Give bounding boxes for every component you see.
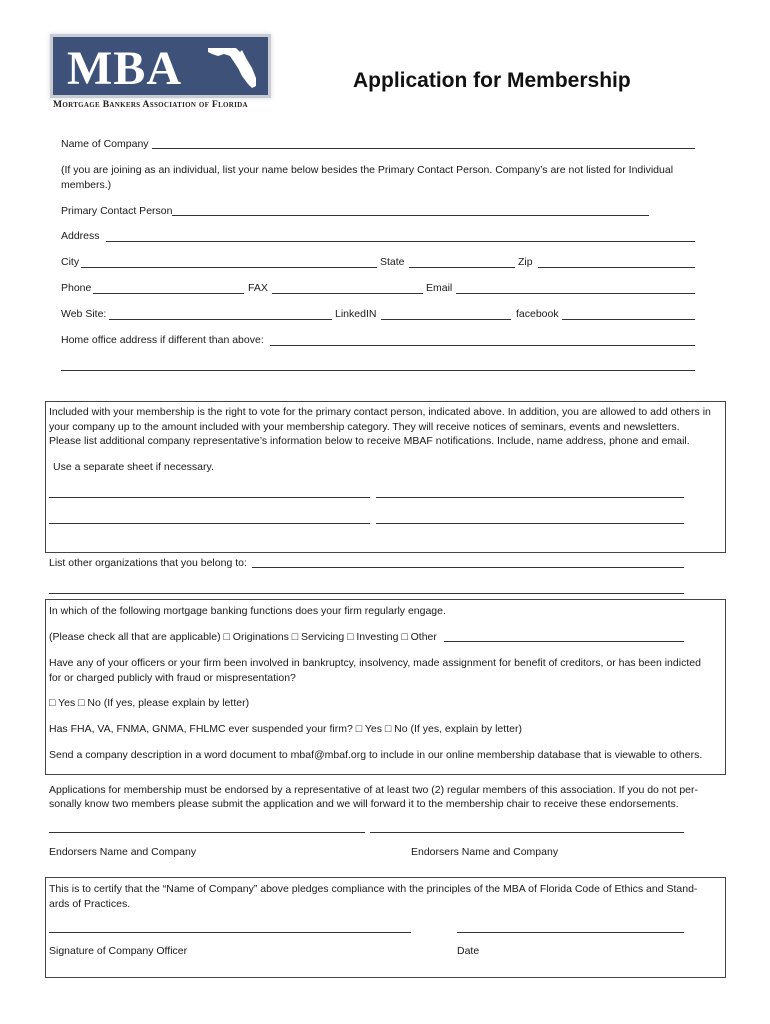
individual-note-line2: members.) <box>61 179 112 191</box>
home-office-field-line2[interactable] <box>61 370 695 371</box>
signature-label: Signature of Company Officer <box>49 945 188 957</box>
functions-question: In which of the following mortgage banking functions does your firm regularly engage. <box>49 605 446 617</box>
endorser-1-field[interactable] <box>49 832 365 833</box>
checkbox-servicing[interactable]: □ <box>291 631 299 643</box>
home-office-label: Home office address if different than above: <box>61 334 264 346</box>
separate-sheet-note: Use a separate sheet if necessary. <box>53 461 214 473</box>
option-investing: Investing <box>356 631 399 643</box>
zip-field[interactable] <box>538 267 695 268</box>
logo-subtitle: Mortgage Bankers Association of Florida <box>53 99 248 110</box>
bankruptcy-yes-label: Yes <box>58 697 76 709</box>
endorser-2-label: Endorsers Name and Company <box>411 846 559 858</box>
state-label: State <box>380 256 405 268</box>
other-orgs-field-line2[interactable] <box>49 593 684 594</box>
page-title: Application for Membership <box>353 69 631 92</box>
fha-yes-label: Yes <box>364 723 382 735</box>
email-label: Email <box>426 282 453 294</box>
checkbox-bankruptcy-yes[interactable]: □ <box>49 697 56 709</box>
bankruptcy-question-2: for or charged publicly with fraud or mispresentation? <box>49 672 296 684</box>
fha-question: Has FHA, VA, FNMA, GNMA, FHLMC ever suspended your firm? <box>49 723 353 735</box>
representatives-text-2: your company up to the amount included with your membership category. They will receive notices of seminars, events and newsletters. <box>49 421 680 433</box>
date-label: Date <box>457 945 480 957</box>
facebook-label: facebook <box>516 308 559 320</box>
representatives-text-1: Included with your membership is the right to vote for the primary contact person, indicated above. In addition, you are allowed to add others in <box>49 406 711 418</box>
signature-field[interactable] <box>49 932 411 933</box>
checkbox-other[interactable]: □ <box>401 631 408 643</box>
representative-field[interactable] <box>49 497 370 498</box>
representative-field[interactable] <box>376 523 684 524</box>
facebook-field[interactable] <box>562 319 695 320</box>
certify-text-2: ards of Practices. <box>49 898 131 910</box>
date-field[interactable] <box>457 932 684 933</box>
name-of-company-label: Name of Company <box>61 138 149 150</box>
linkedin-label: LinkedIN <box>335 308 377 320</box>
checkbox-fha-no[interactable]: □ <box>384 723 392 735</box>
bankruptcy-no-label: No (If yes, please explain by letter) <box>87 697 250 709</box>
city-label: City <box>61 256 80 268</box>
website-label: Web Site: <box>61 308 107 320</box>
fha-question-row <box>49 723 522 735</box>
florida-map-icon <box>206 44 262 90</box>
logo-panel <box>53 37 268 95</box>
endorse-text-2: sonally know two members please submit the application and we will forward it to the membership chair to receive these endorsements. <box>49 798 679 810</box>
other-function-field[interactable] <box>444 641 684 642</box>
city-field[interactable] <box>81 267 377 268</box>
checkbox-originations[interactable]: □ <box>223 631 230 643</box>
endorse-text-1: Applications for membership must be endorsed by a representative of at least two (2) regular members of this association. If you do not per- <box>49 784 698 796</box>
phone-label: Phone <box>61 282 92 294</box>
bankruptcy-answer <box>49 697 249 709</box>
fax-field[interactable] <box>272 293 423 294</box>
check-all-prefix: (Please check all that are applicable) <box>49 631 221 643</box>
option-originations: Originations <box>232 631 289 643</box>
linkedin-field[interactable] <box>381 319 511 320</box>
other-orgs-field[interactable] <box>252 567 684 568</box>
bankruptcy-question-1: Have any of your officers or your firm been involved in bankruptcy, insolvency, made assignment for benefit of creditors, or has been indicted <box>49 657 701 669</box>
address-field[interactable] <box>106 241 695 242</box>
representatives-text-3: Please list additional company representative’s information below to receive MBAF notifications. Include, name address, phone and email. <box>49 435 690 447</box>
option-other: Other <box>410 631 437 643</box>
endorser-2-field[interactable] <box>370 832 684 833</box>
home-office-field[interactable] <box>270 345 695 346</box>
representative-field[interactable] <box>49 523 370 524</box>
primary-contact-field[interactable] <box>172 215 649 216</box>
certify-text-1: This is to certify that the “Name of Company” above pledges compliance with the principles of the MBA of Florida Code of Ethics and Stand- <box>49 883 698 895</box>
logo-text: MBA <box>67 42 182 95</box>
primary-contact-label: Primary Contact Person <box>61 205 173 217</box>
functions-checklist <box>49 631 437 643</box>
checkbox-bankruptcy-no[interactable]: □ <box>78 697 85 709</box>
representative-field[interactable] <box>376 497 684 498</box>
website-field[interactable] <box>109 319 332 320</box>
fax-label: FAX <box>248 282 268 294</box>
other-orgs-label: List other organizations that you belong to: <box>49 557 247 569</box>
individual-note-line1: (If you are joining as an individual, list your name below besides the Primary Contact Person. Company’s are not listed for Individual <box>61 164 674 176</box>
zip-label: Zip <box>518 256 533 268</box>
checkbox-fha-yes[interactable]: □ <box>355 723 363 735</box>
fha-no-label: No (If yes, explain by letter) <box>394 723 522 735</box>
address-label: Address <box>61 230 100 242</box>
email-field[interactable] <box>456 293 695 294</box>
state-field[interactable] <box>409 267 515 268</box>
mbaf-logo <box>47 33 272 111</box>
send-description-note: Send a company description in a word document to mbaf@mbaf.org to include in our online membership database that is viewable to others. <box>49 749 703 761</box>
checkbox-investing[interactable]: □ <box>347 631 354 643</box>
option-servicing: Servicing <box>301 631 345 643</box>
phone-field[interactable] <box>93 293 244 294</box>
name-of-company-field[interactable] <box>152 148 695 149</box>
endorser-1-label: Endorsers Name and Company <box>49 846 197 858</box>
